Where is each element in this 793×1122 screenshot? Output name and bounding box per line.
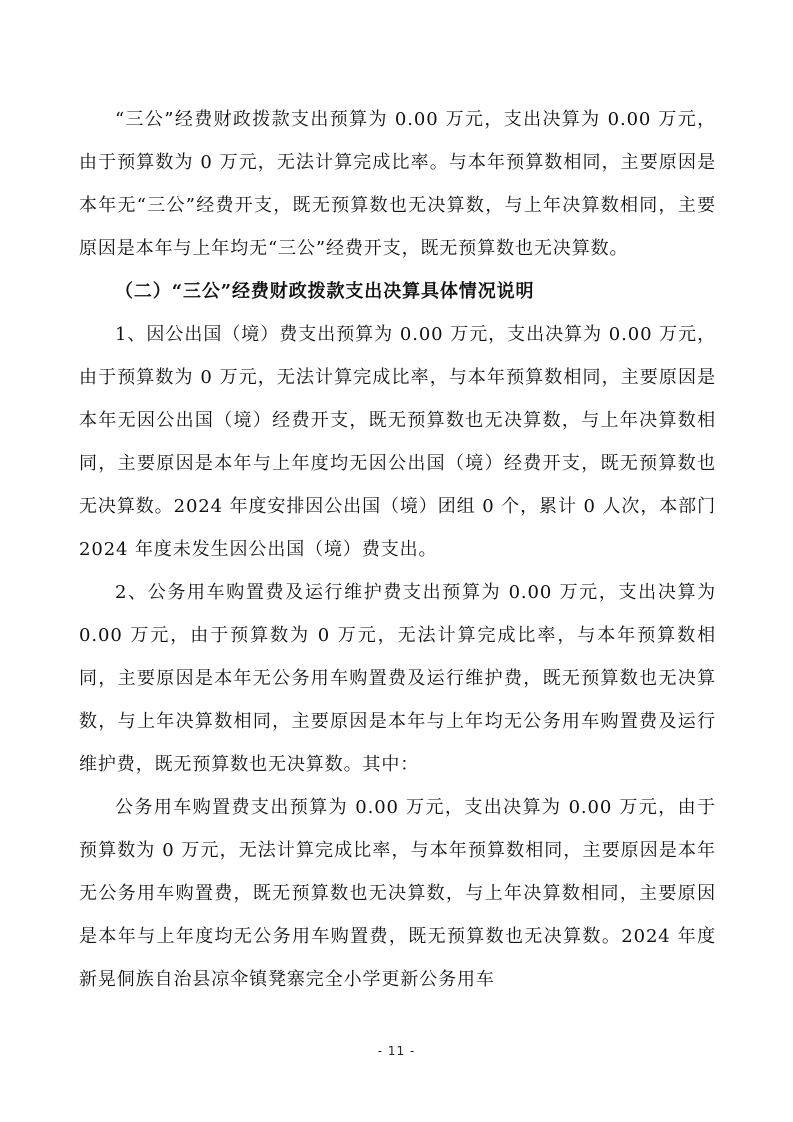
document-body xyxy=(79,98,716,1001)
paragraph-vehicle-purchase: 公务用车购置费支出预算为 0.00 万元，支出决算为 0.00 万元，由于预算数为 0 万元，无法计算完成比率，与本年预算数相同，主要原因是本年无公务用车购置费，既无预算数也无决算数，与上年决算数相同，主要原因是本年与上年度均无公务用车购置费，既无预算数也无决算数。2024 年度新晃侗族自治县凉伞镇凳寨完全小学更新公务用车 xyxy=(79,797,716,990)
paragraph-summary: “三公”经费财政拨款支出预算为 0.00 万元，支出决算为 0.00 万元，由于预算数为 0 万元，无法计算完成比率。与本年预算数相同，主要原因是本年无“三公”经费开支，既无预算数也无决算数，与上年决算数相同，主要原因是本年与上年均无“三公”经费开支，既无预算数也无决算数。 xyxy=(79,109,716,259)
paragraph-vehicle-costs: 2、公务用车购置费及运行维护费支出预算为 0.00 万元，支出决算为 0.00 万元，由于预算数为 0 万元，无法计算完成比率，与本年预算数相同，主要原因是本年无公务用车购置费及运行维护费，既无预算数也无决算数，与上年决算数相同，主要原因是本年与上年均无公务用车购置费及运行维护费，既无预算数也无决算数。其中： xyxy=(79,582,716,775)
paragraph-overseas-travel: 1、因公出国（境）费支出预算为 0.00 万元，支出决算为 0.00 万元，由于预算数为 0 万元，无法计算完成比率，与本年预算数相同，主要原因是本年无因公出国（境）经费开支，既无预算数也无决算数，与上年决算数相同，主要原因是本年与上年度均无因公出国（境）经费开支，既无预算数也无决算数。2024 年度安排因公出国（境）团组 0 个，累计 0 人次，本部门 2024 年度未发生因公出国（境）费支出。 xyxy=(79,324,716,560)
section-heading: （二）“三公”经费财政拨款支出决算具体情况说明 xyxy=(115,281,535,302)
page-number: - 11 - xyxy=(377,1044,416,1058)
